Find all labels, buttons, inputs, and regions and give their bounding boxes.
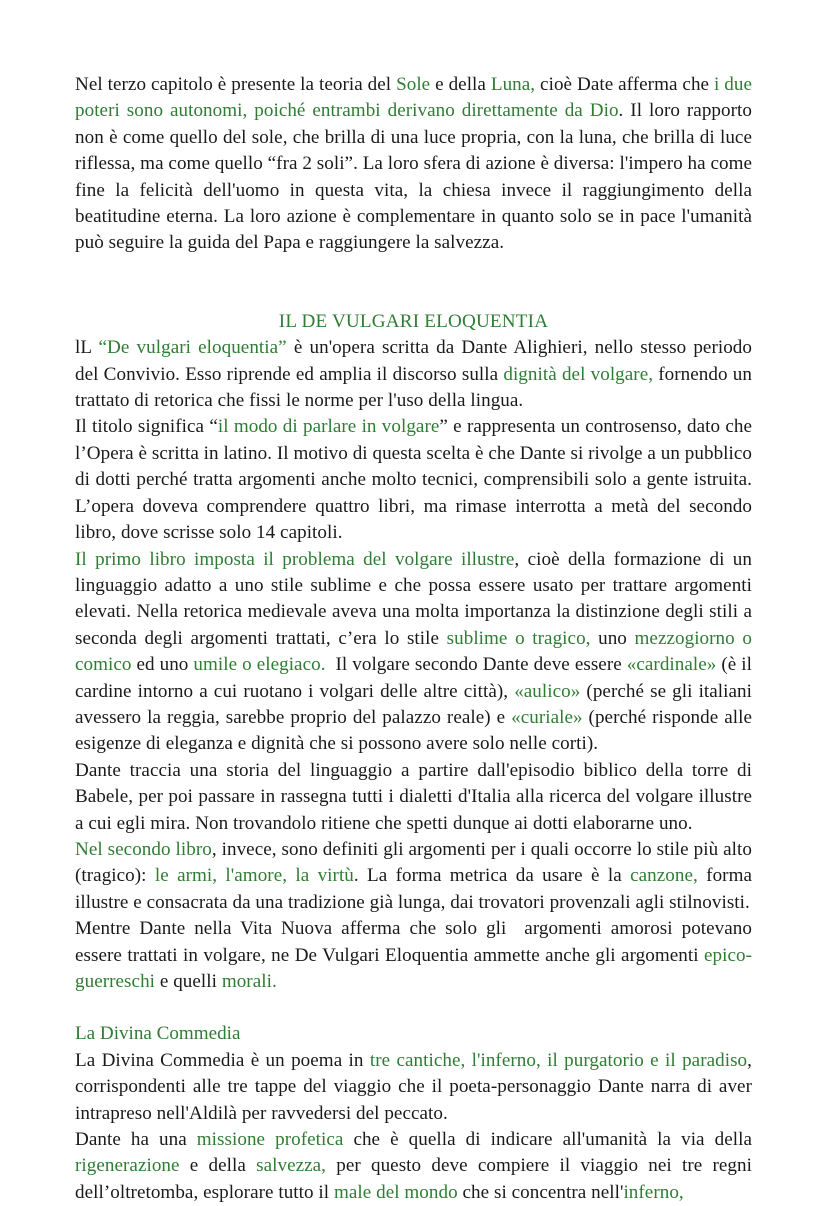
highlighted-text-run: i due poteri sono autonomi, poiché entrambi derivano direttamente da Dio bbox=[75, 74, 757, 122]
paragraph-missione-profetica bbox=[75, 1127, 757, 1206]
text-run: ” e rappresenta un controsenso, dato che l’Opera è scritta in latino. Il motivo di questa scelta è che Dante si rivolge a un pubblico di dotti perché tratta argomenti anche molto tecnici, comprensibili solo a gente istruita. L’opera doveva comprendere quattro libri, ma rimase interrotta a metà del secondo libro, dove scrisse solo 14 capitoli. bbox=[75, 416, 757, 544]
text-run: La Divina Commedia è un poema in bbox=[75, 1049, 370, 1071]
text-run: cioè Date afferma che bbox=[535, 74, 714, 95]
text-run: e quelli bbox=[155, 971, 222, 992]
text-run: lL bbox=[75, 337, 99, 359]
highlighted-text-run: IL DE VULGARI ELOQUENTIA bbox=[278, 310, 549, 332]
text-run: forma illustre e consacrata da una tradizione già lunga, dai trovatori provenzali agli stilnovisti. bbox=[75, 865, 757, 913]
highlighted-text-run: male del mondo bbox=[333, 1181, 458, 1203]
text-run: Dante ha una bbox=[75, 1129, 197, 1151]
highlighted-text-run: epico-guerreschi bbox=[75, 944, 752, 992]
highlighted-text-run: dignità del volgare, bbox=[503, 363, 654, 385]
text-run: e della bbox=[430, 74, 491, 95]
highlighted-text-run: umile o elegiaco. bbox=[193, 654, 326, 676]
paragraph-il-titolo bbox=[75, 414, 757, 546]
text-run: (perché se gli italiani avessero la reggia, sarebbe proprio del palazzo reale) e bbox=[75, 680, 757, 728]
highlighted-text-run: «cardinale» bbox=[626, 654, 717, 676]
spacer-before-heading bbox=[75, 257, 752, 309]
text-run: Il titolo significa “ bbox=[75, 416, 218, 438]
text-run: per questo deve compiere il viaggio nei tre regni dell’oltretomba, esplorare tutto il bbox=[75, 1155, 757, 1203]
text-run: uno bbox=[590, 627, 635, 649]
text-run: , cioè della formazione di un linguaggio adatto a uno stile sublime e che possa essere usato per trattare argomenti elevati. Nella retorica medievale aveva una molta importanza la distinzione degli stili a seconda degli argomenti trattati, c’era lo stile bbox=[75, 548, 757, 649]
heading-de-vulgari-eloquentia bbox=[75, 309, 752, 335]
highlighted-text-run: Luna, bbox=[490, 74, 536, 95]
highlighted-text-run: «curiale» bbox=[511, 706, 583, 728]
spacer-before-commedia bbox=[75, 995, 752, 1021]
text-run: (perché risponde alle esigenze di eleganza e dignità che si possono avere solo nelle corti). bbox=[75, 706, 757, 755]
paragraph-sole-luna bbox=[75, 72, 757, 257]
highlighted-text-run: canzone, bbox=[630, 865, 698, 887]
text-run: è un'opera scritta da Dante Alighieri, nello stesso periodo del Convivio. Esso riprende ed amplia il discorso sulla bbox=[75, 337, 757, 385]
highlighted-text-run: La Divina Commedia bbox=[75, 1023, 241, 1045]
paragraph-opera-scritta bbox=[75, 335, 757, 414]
highlighted-text-run: morali. bbox=[221, 971, 277, 992]
highlighted-text-run: salvezza, bbox=[256, 1155, 326, 1177]
document-text-body bbox=[75, 72, 757, 1206]
paragraph-primo-libro bbox=[75, 547, 757, 758]
text-run: (è il cardine intorno a cui ruotano i volgari delle altre città), bbox=[75, 654, 757, 702]
highlighted-text-run: Il primo libro imposta il problema del volgare illustre bbox=[75, 548, 515, 570]
text-run: ed uno bbox=[131, 654, 194, 676]
highlighted-text-run: missione profetica bbox=[196, 1129, 344, 1151]
paragraph-secondo-libro bbox=[75, 837, 757, 916]
highlighted-text-run: rigenerazione bbox=[75, 1155, 180, 1177]
highlighted-text-run: tre cantiche, l'inferno, il purgatorio e il paradiso bbox=[369, 1049, 748, 1071]
text-run: che si concentra nell' bbox=[457, 1181, 624, 1203]
text-run: Dante traccia una storia del linguaggio a partire dall'episodio biblico della torre di Babele, per poi passare in rassegna tutti i dialetti d'Italia alla ricerca del volgare illustre a cui egli mira. Non trovandolo ritiene che spetti dunque ai dotti elaborarne uno. bbox=[75, 759, 757, 834]
text-run: . La forma metrica da usare è la bbox=[353, 865, 631, 887]
text-run: . Il loro rapporto non è come quello del sole, che brilla di una luce propria, con la luna, che brilla di luce riflessa, ma come quello “fra 2 soli”. La loro sfera di azione è diversa: l'impero ha come fine la felicità dell'uomo in questa vita, la chiesa invece il raggiungimento della beatitudine eterna. La loro azione è complementare in quanto solo se in pace l'umanità può seguire la guida del Papa e raggiungere la salvezza. bbox=[75, 100, 757, 254]
text-run: fornendo un trattato di retorica che fissi le norme per l'uso della lingua. bbox=[75, 363, 757, 412]
text-run: Il volgare secondo Dante deve essere bbox=[325, 654, 627, 676]
text-run: , invece, sono definiti gli argomenti per i quali occorre lo stile più alto (tragico): bbox=[75, 838, 757, 887]
highlighted-text-run: «aulico» bbox=[514, 680, 581, 702]
text-run: Mentre Dante nella Vita Nuova afferma che solo gli argomenti amorosi potevano essere trattati in volgare, ne De Vulgari Eloquentia ammette anche gli argomenti bbox=[75, 918, 757, 966]
highlighted-text-run: Nel secondo libro bbox=[75, 838, 212, 860]
highlighted-text-run: sublime o tragico, bbox=[446, 627, 591, 649]
highlighted-text-run: “De vulgari eloquentia” bbox=[98, 337, 287, 359]
paragraph-tre-cantiche bbox=[75, 1048, 757, 1127]
highlighted-text-run: Sole bbox=[396, 74, 431, 95]
text-run: , corrispondenti alle tre tappe del viaggio che il poeta-personaggio Dante narra di aver intrapreso nell'Aldilà per ravvedersi del peccato. bbox=[75, 1049, 757, 1124]
text-run: Nel terzo capitolo è presente la teoria del bbox=[75, 74, 397, 95]
paragraph-vita-nuova bbox=[75, 916, 757, 995]
highlighted-text-run: il modo di parlare in volgare bbox=[217, 416, 440, 438]
highlighted-text-run: le armi, l'amore, la virtù bbox=[154, 865, 354, 887]
highlighted-text-run: inferno, bbox=[623, 1181, 684, 1203]
text-run: e della bbox=[179, 1155, 257, 1177]
paragraph-torre-di-babele bbox=[75, 758, 757, 837]
text-run: che è quella di indicare all'umanità la via della bbox=[343, 1129, 757, 1151]
heading-la-divina-commedia bbox=[75, 1021, 752, 1047]
highlighted-text-run: mezzogiorno o comico bbox=[75, 627, 757, 676]
